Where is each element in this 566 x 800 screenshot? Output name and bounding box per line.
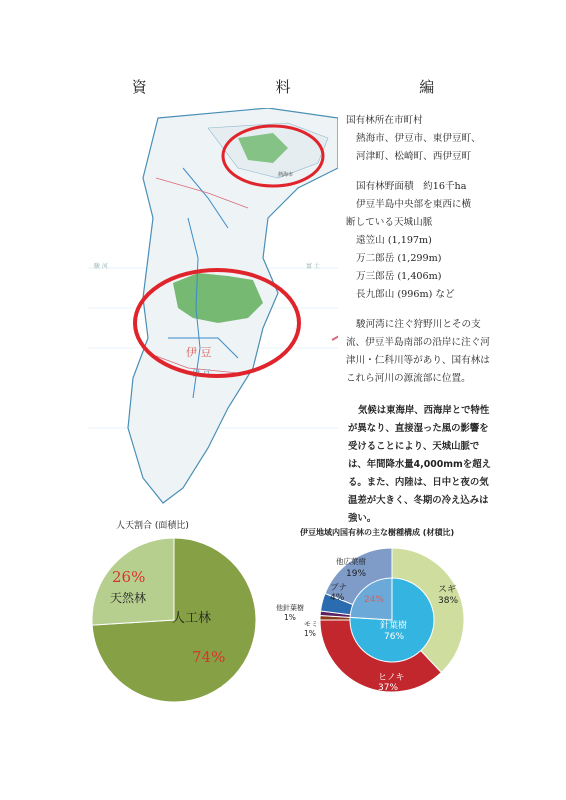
plantation-ratio-pie — [84, 530, 264, 710]
rivers-text: 駿河湾に注ぐ狩野川とその支流、伊豆半島南部の沿岸に注ぐ河津川・仁科川等があり、国有林はこれら河川の源流部に位置。 — [346, 319, 490, 384]
forest-info — [346, 112, 496, 388]
municipalities-line-2: 河津町、松崎町、西伊豆町 — [356, 151, 472, 162]
pie2-other-conifer-value: 1% — [284, 613, 296, 622]
pie2-momi-value: 1% — [304, 629, 316, 638]
pie2-hardwood-value: 19% — [346, 569, 367, 579]
pie2-sugi-label: スギ — [438, 585, 457, 595]
pie2-momi-label: モミ — [304, 620, 318, 628]
map-label-suruga: 駿 河 — [94, 263, 108, 270]
pie2-other-conifer-label: 他針葉樹 — [276, 604, 304, 612]
map-label-atami: 熱海市 — [278, 172, 294, 178]
peak-3: 万三郎岳 (1,406m) — [356, 271, 442, 282]
pie2-conifer-label: 針葉樹 — [380, 621, 408, 631]
map-label-izu: 伊 豆 — [186, 346, 212, 359]
pie2-conifer-value: 76% — [384, 632, 405, 642]
pie2-broadleaf-value: 24% — [364, 595, 385, 605]
pie2-title: 伊豆地域内国有林の主な樹種構成 (材積比) — [300, 528, 455, 537]
pie1-artificial-label: 人工林 — [172, 611, 212, 626]
forest-area: 国有林野面積 約16千ha — [356, 181, 467, 192]
peak-1: 遠笠山 (1,197m) — [356, 235, 432, 246]
pie2-buna-value: 4% — [330, 593, 345, 603]
pie1-artificial-value: 74% — [192, 648, 226, 666]
peak-4: 長九郎山 (996m) など — [356, 289, 455, 300]
pie1-natural-label: 天然林 — [110, 591, 147, 605]
location-line-2: 断している天城山脈 — [346, 217, 433, 228]
location-line-1: 伊豆半島中央部を東西に横 — [356, 199, 472, 210]
pie1-title: 人天割合 (面積比) — [116, 521, 189, 531]
pie2-hinoki-value: 37% — [378, 683, 399, 693]
pie2-hinoki-label: ヒノキ — [378, 673, 405, 683]
peak-2: 万二郎岳 (1,299m) — [356, 253, 442, 264]
municipalities-heading: 国有林所在市町村 — [346, 115, 423, 126]
pie2-sugi-value: 38% — [438, 596, 459, 606]
map-label-izu-small: 伊 豆 — [192, 369, 211, 378]
izu-map — [88, 108, 338, 508]
species-composition-pie — [270, 540, 480, 700]
page-title: 資 料 編 — [131, 78, 497, 96]
pie2-buna-label: ブナ — [330, 583, 348, 593]
municipalities-line-1: 熱海市、伊豆市、東伊豆町、 — [356, 133, 481, 144]
map-label-fuji: 富 士 — [306, 263, 320, 270]
climate-text: 気候は東海岸、西海岸とで特性が異なり、直接湿った風の影響を受けることにより、天城山脈では、年間降水量4,000mmを超える。また、内陸は、日中と夜の気温差が大きく、冬期の冷え込みは強い。 — [348, 405, 491, 524]
pie1-natural-value: 26% — [112, 568, 146, 586]
pie2-hardwood-label: 他広葉樹 — [336, 557, 366, 566]
